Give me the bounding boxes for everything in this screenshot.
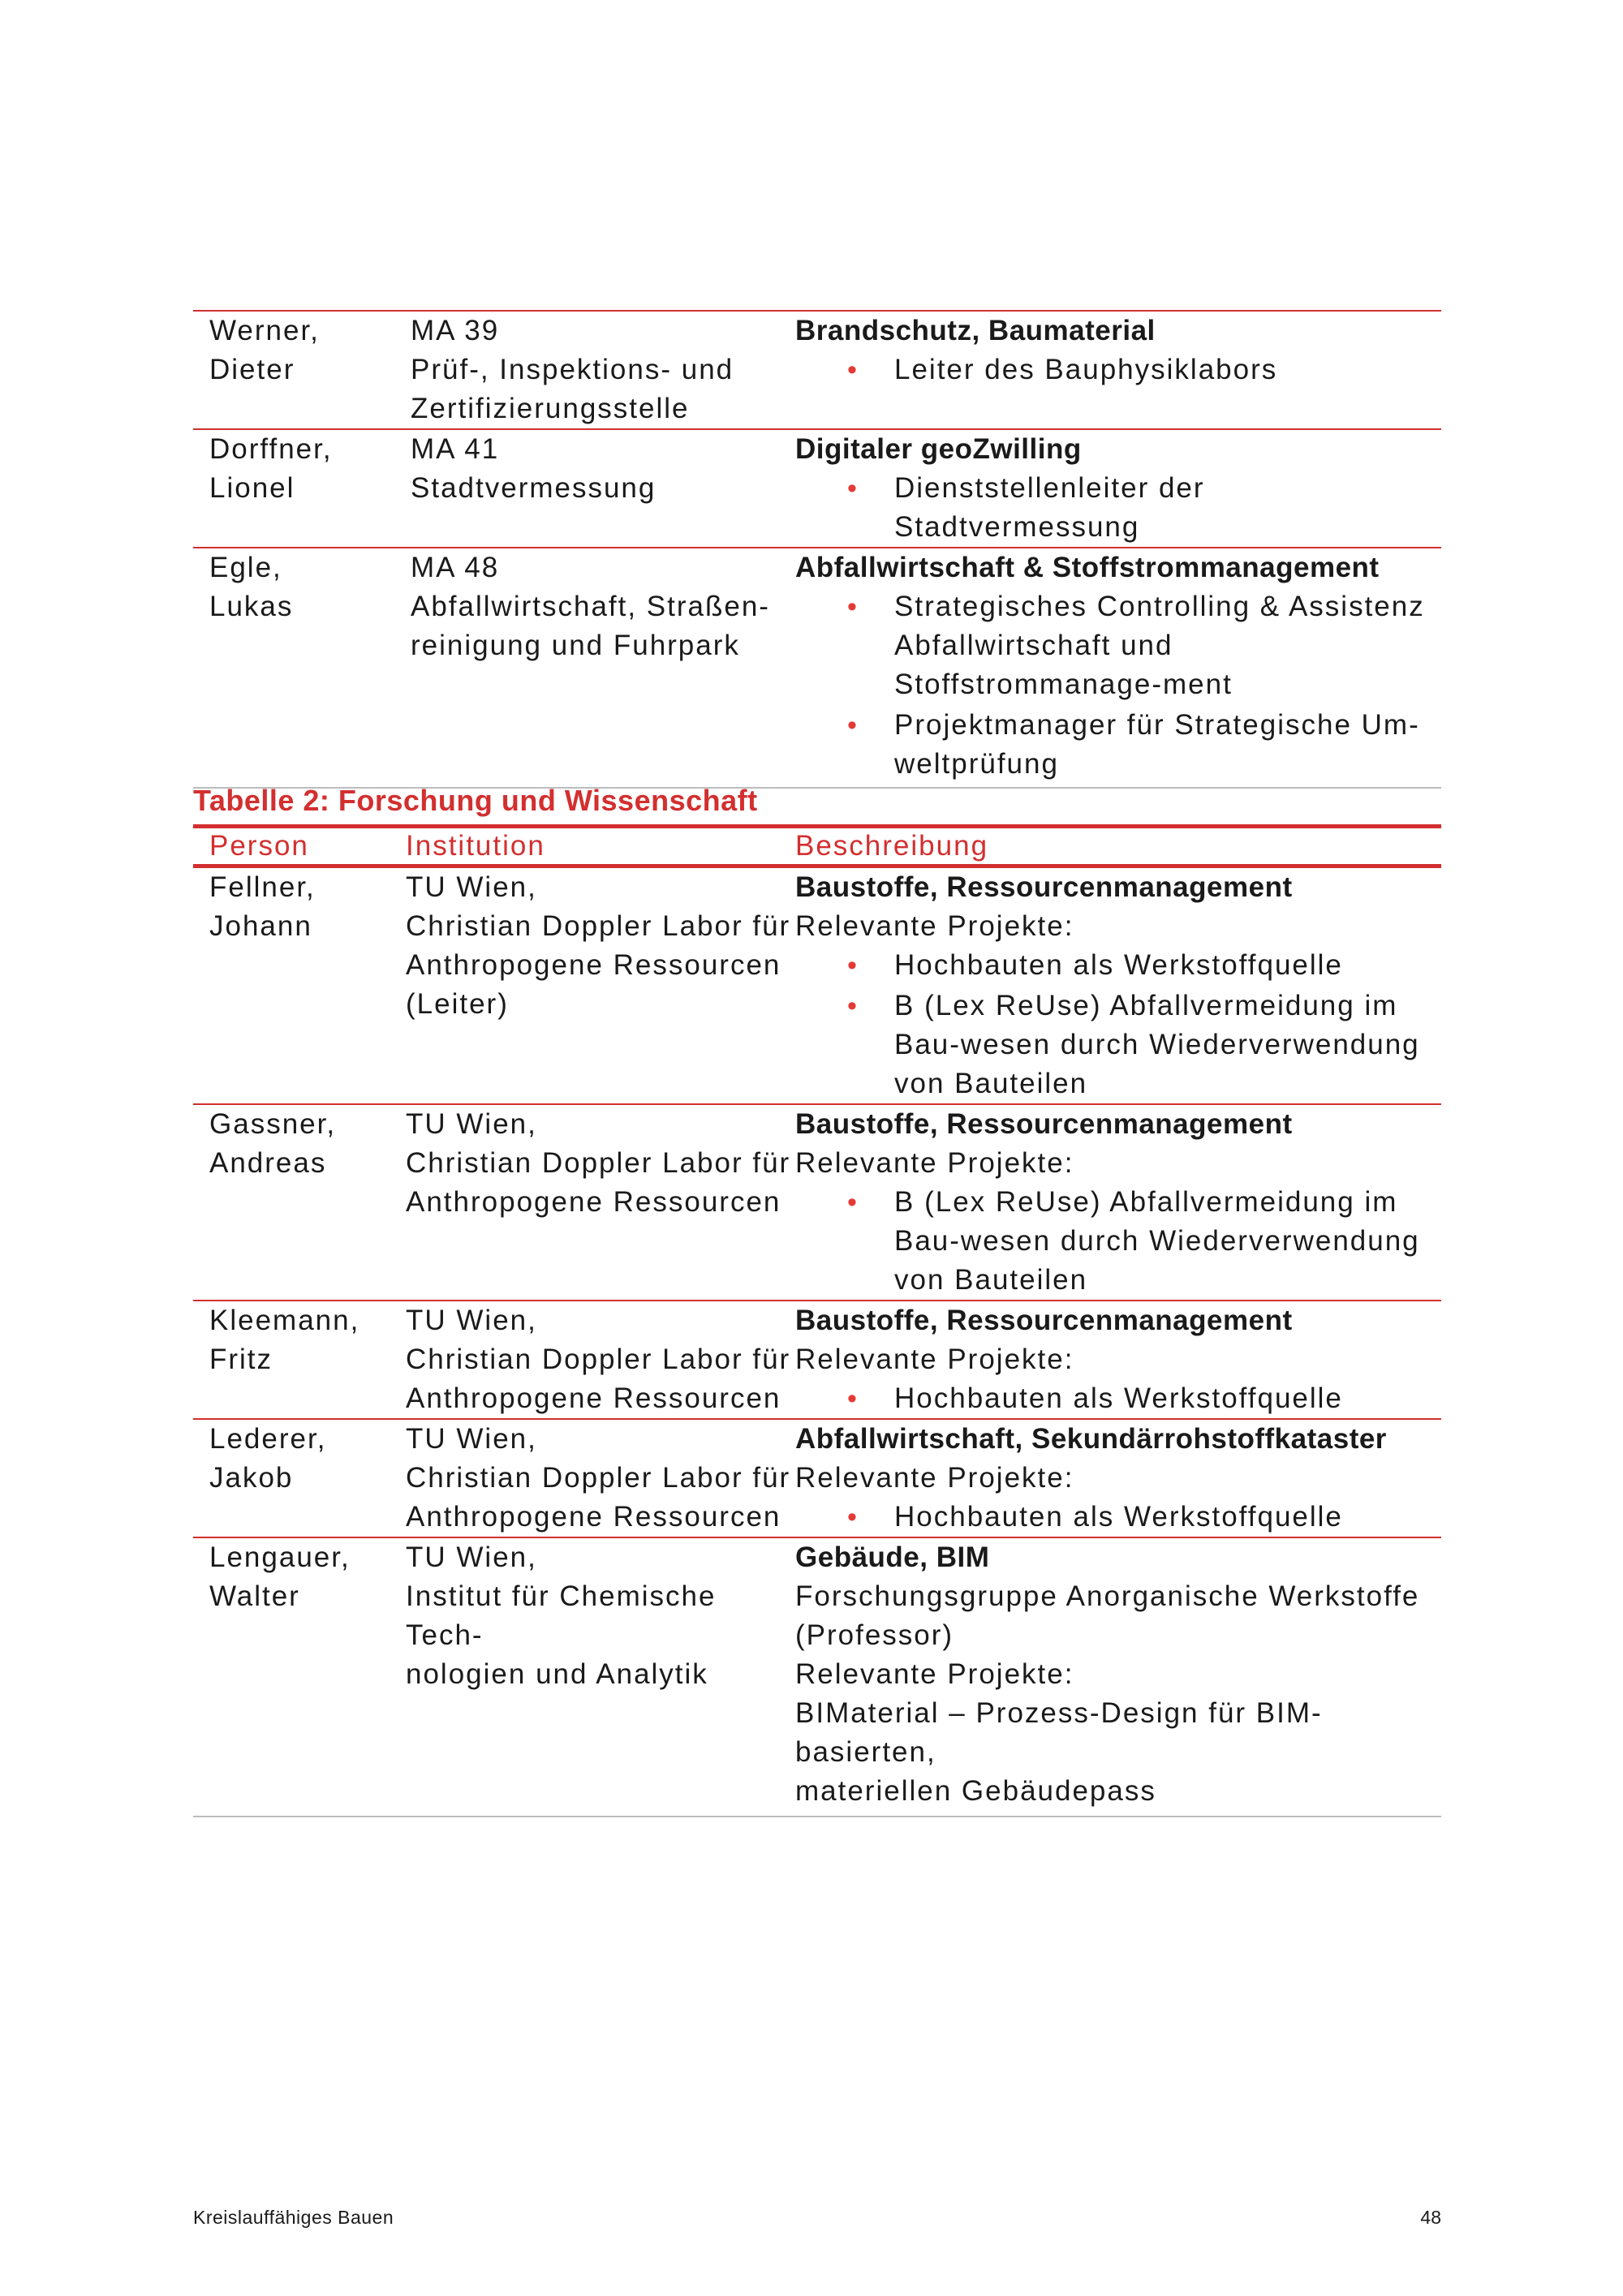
person-firstname: Lukas [209, 591, 294, 622]
person-cell [193, 548, 406, 784]
topic-title: Baustoffe, Ressourcenmanagement [795, 871, 1293, 903]
institution-line: MA 39 [411, 315, 500, 346]
institution-line: TU Wien, [406, 1108, 537, 1140]
institution-line: Stadtvermessung [411, 472, 657, 504]
person-firstname: Andreas [209, 1147, 327, 1179]
description-line: Relevante Projekte: [795, 1344, 1074, 1375]
institution-line: Christian Doppler Labor für [406, 1344, 791, 1375]
institution-line: Anthropogene Ressourcen [406, 1382, 781, 1414]
table-row [193, 1105, 1441, 1301]
bullet-item: • Strategisches Controlling & Assistenz Abfallwirtschaft und Stoffstrommanage-ment [795, 587, 1441, 704]
description-line: Forschungsgruppe Anorganische Werkstoffe [795, 1580, 1420, 1612]
institution-line: reinigung und Fuhrpark [411, 630, 740, 661]
description-line: Relevante Projekte: [795, 1658, 1074, 1690]
topic-title: Brandschutz, Baumaterial [795, 315, 1156, 346]
bullet-item: • Dienststellenleiter der Stadtvermessung [795, 469, 1441, 547]
person-cell [193, 1538, 406, 1811]
description-cell [794, 1538, 1441, 1811]
institution-line: Christian Doppler Labor für [406, 910, 791, 942]
description-cell [794, 1105, 1441, 1300]
bullet-item: • Hochbauten als Werkstoffquelle [795, 946, 1441, 985]
description-cell [794, 1301, 1441, 1418]
person-cell [193, 312, 406, 428]
person-surname: Werner, [209, 315, 320, 346]
table-row [193, 1301, 1441, 1420]
description-cell [794, 548, 1441, 784]
institution-line: TU Wien, [406, 1423, 537, 1455]
topic-title: Baustoffe, Ressourcenmanagement [795, 1305, 1293, 1336]
institution-cell [406, 430, 794, 547]
description-line: Relevante Projekte: [795, 1462, 1074, 1494]
person-firstname: Jakob [209, 1462, 294, 1494]
table-row [193, 1538, 1441, 1817]
research-table [193, 824, 1441, 1817]
institution-line: (Leiter) [406, 988, 509, 1020]
table-continued [193, 310, 1441, 789]
institution-line: TU Wien, [406, 1305, 537, 1336]
description-line: (Professor) [795, 1619, 954, 1651]
bullet-item: • B (Lex ReUse) Abfallvermeidung im Bau-wesen durch Wiederverwendung von Bauteilen [795, 987, 1441, 1103]
person-firstname: Fritz [209, 1344, 273, 1375]
institution-line: Prüf-, Inspektions- und [411, 354, 734, 385]
institution-line: MA 41 [411, 433, 500, 465]
table-row [193, 430, 1441, 548]
topic-title: Baustoffe, Ressourcenmanagement [795, 1108, 1293, 1140]
bullet-item: • Leiter des Bauphysiklabors [795, 350, 1441, 389]
person-cell [193, 1420, 406, 1537]
topic-title: Digitaler geoZwilling [795, 433, 1082, 465]
person-cell [193, 1105, 406, 1300]
bullet-list [795, 946, 1441, 1103]
bullet-item: • Hochbauten als Werkstoffquelle [795, 1498, 1441, 1537]
institution-line: TU Wien, [406, 871, 537, 903]
bullet-list [795, 1183, 1441, 1300]
description-cell [794, 430, 1441, 547]
institution-line: TU Wien, [406, 1541, 537, 1573]
bullet-list [795, 469, 1441, 547]
page-number: 48 [1420, 2207, 1441, 2228]
description-line: Relevante Projekte: [795, 1147, 1074, 1179]
table-row [193, 868, 1441, 1105]
person-surname: Egle, [209, 552, 282, 583]
person-surname: Lederer, [209, 1423, 327, 1455]
table-row [193, 310, 1441, 430]
person-firstname: Walter [209, 1580, 300, 1612]
bullet-list [795, 1498, 1441, 1537]
description-line: materiellen Gebäudepass [795, 1775, 1156, 1807]
table-header-row [193, 824, 1441, 868]
description-cell [794, 868, 1441, 1103]
bullet-item: • Projektmanager für Strategische Um-weltprüfung [795, 706, 1441, 784]
header-description: Beschreibung [795, 830, 989, 862]
person-firstname: Lionel [209, 472, 295, 504]
institution-line: nologien und Analytik [406, 1658, 708, 1690]
description-cell [794, 1420, 1441, 1537]
institution-line: Institut für Chemische Tech- [406, 1580, 717, 1651]
person-surname: Gassner, [209, 1108, 337, 1140]
institution-cell [406, 1301, 794, 1418]
table-caption: Tabelle 2: Forschung und Wissenschaft [193, 784, 758, 817]
description-cell [794, 312, 1441, 428]
institution-line: Anthropogene Ressourcen [406, 949, 781, 981]
topic-title: Abfallwirtschaft, Sekundärrohstoffkataster [795, 1423, 1387, 1455]
institution-cell [406, 868, 794, 1103]
description-line: Relevante Projekte: [795, 910, 1074, 942]
bullet-list [795, 1379, 1441, 1418]
person-cell [193, 1301, 406, 1418]
person-cell [193, 868, 406, 1103]
bullet-list [795, 587, 1441, 784]
person-surname: Fellner, [209, 871, 316, 903]
institution-cell [406, 1538, 794, 1811]
institution-cell [406, 312, 794, 428]
institution-line: MA 48 [411, 552, 500, 583]
institution-cell [406, 1105, 794, 1300]
table-row [193, 548, 1441, 789]
footer-title: Kreislauffähiges Bauen [193, 2207, 394, 2228]
institution-line: Christian Doppler Labor für [406, 1147, 791, 1179]
institution-line: Anthropogene Ressourcen [406, 1186, 781, 1218]
institution-line: Christian Doppler Labor für [406, 1462, 791, 1494]
bullet-list [795, 350, 1441, 389]
topic-title: Abfallwirtschaft & Stoffstrommanagement [795, 552, 1380, 583]
header-person: Person [209, 830, 309, 862]
description-line: BIMaterial – Prozess-Design für BIM-basierten, [795, 1697, 1323, 1768]
table-row [193, 1420, 1441, 1538]
institution-line: Abfallwirtschaft, Straßen- [411, 591, 770, 622]
person-surname: Lengauer, [209, 1541, 351, 1573]
person-surname: Kleemann, [209, 1305, 360, 1336]
header-institution: Institution [406, 830, 545, 862]
topic-title: Gebäude, BIM [795, 1541, 990, 1573]
institution-line: Zertifizierungsstelle [411, 393, 690, 424]
person-firstname: Johann [209, 910, 312, 942]
institution-line: Anthropogene Ressourcen [406, 1501, 781, 1533]
person-cell [193, 430, 406, 547]
institution-cell [406, 548, 794, 784]
person-firstname: Dieter [209, 354, 295, 385]
person-surname: Dorffner, [209, 433, 333, 465]
bullet-item: • Hochbauten als Werkstoffquelle [795, 1379, 1441, 1418]
bullet-item: • B (Lex ReUse) Abfallvermeidung im Bau-wesen durch Wiederverwendung von Bauteilen [795, 1183, 1441, 1300]
institution-cell [406, 1420, 794, 1537]
